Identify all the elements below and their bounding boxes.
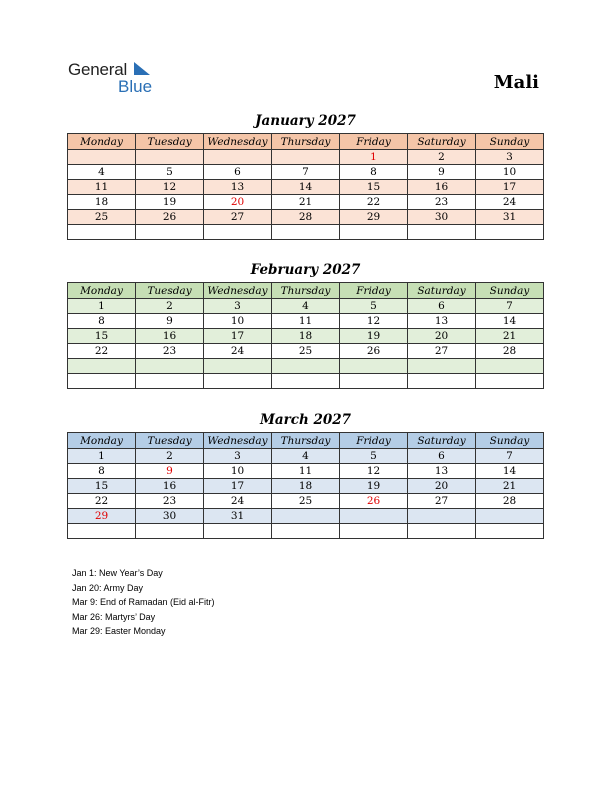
day-cell	[476, 524, 544, 539]
day-cell	[340, 359, 408, 374]
holiday-item: Jan 1: New Year’s Day	[72, 568, 163, 578]
day-cell: 26	[340, 344, 408, 359]
day-cell: 23	[408, 195, 476, 210]
week-row	[68, 165, 544, 180]
day-cell	[476, 225, 544, 240]
day-cell: 9	[136, 464, 204, 479]
day-cell: 2	[136, 449, 204, 464]
weekday-header-monday: Monday	[68, 433, 136, 449]
day-cell	[68, 150, 136, 165]
day-cell	[272, 524, 340, 539]
day-cell	[408, 509, 476, 524]
day-cell	[68, 524, 136, 539]
logo-text-general: General	[68, 60, 128, 79]
day-cell: 17	[204, 329, 272, 344]
day-cell: 21	[476, 479, 544, 494]
week-row	[68, 299, 544, 314]
day-cell: 7	[476, 299, 544, 314]
day-cell	[136, 524, 204, 539]
day-cell: 16	[136, 479, 204, 494]
holiday-item: Mar 29: Easter Monday	[72, 626, 166, 636]
weekday-header-thursday: Thursday	[272, 433, 340, 449]
day-cell: 28	[476, 494, 544, 509]
day-cell: 4	[272, 299, 340, 314]
day-cell: 7	[272, 165, 340, 180]
day-cell: 15	[68, 329, 136, 344]
day-cell: 1	[68, 449, 136, 464]
day-cell: 5	[340, 449, 408, 464]
day-cell: 12	[136, 180, 204, 195]
day-cell: 28	[272, 210, 340, 225]
day-cell: 6	[408, 299, 476, 314]
week-row	[68, 524, 544, 539]
week-row	[68, 329, 544, 344]
day-cell: 26	[136, 210, 204, 225]
weekday-header-thursday: Thursday	[272, 283, 340, 299]
day-cell	[340, 509, 408, 524]
day-cell: 10	[204, 464, 272, 479]
day-cell: 9	[408, 165, 476, 180]
weekday-header-saturday: Saturday	[408, 433, 476, 449]
holiday-item: Jan 20: Army Day	[72, 582, 144, 593]
weekday-header-tuesday: Tuesday	[136, 433, 204, 449]
weekday-header-sunday: Sunday	[476, 134, 544, 150]
weekday-header-wednesday: Wednesday	[204, 134, 272, 150]
day-cell	[272, 359, 340, 374]
logo-text-blue: Blue	[118, 77, 153, 96]
day-cell: 19	[340, 329, 408, 344]
day-cell: 12	[340, 464, 408, 479]
weekday-header-tuesday: Tuesday	[136, 134, 204, 150]
day-cell: 22	[340, 195, 408, 210]
day-cell: 24	[204, 494, 272, 509]
generalblue-logo	[68, 60, 158, 96]
week-row	[68, 314, 544, 329]
holiday-item: Mar 9: End of Ramadan (Eid al-Fitr)	[72, 597, 215, 607]
day-cell: 7	[476, 449, 544, 464]
day-cell: 30	[408, 210, 476, 225]
day-cell: 15	[68, 479, 136, 494]
day-cell: 11	[272, 314, 340, 329]
day-cell: 27	[408, 494, 476, 509]
day-cell: 23	[136, 494, 204, 509]
country-title: Mali	[493, 72, 539, 93]
day-cell: 18	[68, 195, 136, 210]
day-cell: 4	[68, 165, 136, 180]
week-row	[68, 210, 544, 225]
day-cell	[272, 374, 340, 389]
day-cell	[68, 225, 136, 240]
week-row	[68, 449, 544, 464]
day-cell: 2	[408, 150, 476, 165]
day-cell: 22	[68, 344, 136, 359]
day-cell	[136, 359, 204, 374]
calendar-february	[67, 282, 544, 389]
day-cell: 14	[272, 180, 340, 195]
day-cell	[476, 359, 544, 374]
day-cell: 3	[204, 449, 272, 464]
week-row	[68, 180, 544, 195]
day-cell: 6	[408, 449, 476, 464]
day-cell: 10	[204, 314, 272, 329]
day-cell	[204, 150, 272, 165]
day-cell: 17	[204, 479, 272, 494]
day-cell: 14	[476, 464, 544, 479]
day-cell: 18	[272, 329, 340, 344]
day-cell	[408, 225, 476, 240]
week-row	[68, 464, 544, 479]
day-cell: 4	[272, 449, 340, 464]
day-cell: 23	[136, 344, 204, 359]
week-row	[68, 359, 544, 374]
day-cell	[204, 374, 272, 389]
day-cell: 27	[204, 210, 272, 225]
day-cell: 3	[204, 299, 272, 314]
weekday-header-friday: Friday	[340, 283, 408, 299]
week-row	[68, 225, 544, 240]
weekday-header-monday: Monday	[68, 134, 136, 150]
holiday-item: Mar 26: Martyrs’ Day	[72, 611, 156, 622]
day-cell	[476, 374, 544, 389]
weekday-header-friday: Friday	[340, 433, 408, 449]
day-cell: 21	[272, 195, 340, 210]
day-cell	[136, 150, 204, 165]
weekday-header-tuesday: Tuesday	[136, 283, 204, 299]
day-cell: 29	[68, 509, 136, 524]
day-cell: 13	[408, 464, 476, 479]
day-cell	[340, 524, 408, 539]
day-cell: 24	[204, 344, 272, 359]
day-cell: 13	[204, 180, 272, 195]
weekday-header-wednesday: Wednesday	[204, 283, 272, 299]
holiday-list	[72, 566, 215, 639]
day-cell	[272, 509, 340, 524]
day-cell: 19	[136, 195, 204, 210]
day-cell: 26	[340, 494, 408, 509]
day-cell: 22	[68, 494, 136, 509]
day-cell: 5	[136, 165, 204, 180]
day-cell: 16	[408, 180, 476, 195]
logo-triangle-icon	[134, 62, 154, 78]
day-cell	[408, 359, 476, 374]
week-row	[68, 509, 544, 524]
day-cell: 28	[476, 344, 544, 359]
day-cell: 8	[68, 464, 136, 479]
day-cell: 6	[204, 165, 272, 180]
day-cell	[136, 374, 204, 389]
day-cell: 2	[136, 299, 204, 314]
day-cell	[408, 524, 476, 539]
day-cell: 20	[204, 195, 272, 210]
weekday-header-saturday: Saturday	[408, 283, 476, 299]
day-cell: 25	[272, 494, 340, 509]
day-cell: 31	[204, 509, 272, 524]
calendar-january	[67, 133, 544, 240]
weekday-header-sunday: Sunday	[476, 433, 544, 449]
day-cell: 19	[340, 479, 408, 494]
week-row	[68, 195, 544, 210]
day-cell: 11	[68, 180, 136, 195]
day-cell: 14	[476, 314, 544, 329]
day-cell	[204, 524, 272, 539]
day-cell	[68, 359, 136, 374]
weekday-header-monday: Monday	[68, 283, 136, 299]
day-cell: 27	[408, 344, 476, 359]
day-cell: 20	[408, 479, 476, 494]
day-cell: 13	[408, 314, 476, 329]
weekday-header-friday: Friday	[340, 134, 408, 150]
month-title-march: March 2027	[259, 412, 352, 428]
day-cell	[272, 150, 340, 165]
day-cell: 25	[272, 344, 340, 359]
weekday-header-thursday: Thursday	[272, 134, 340, 150]
week-row	[68, 374, 544, 389]
day-cell: 12	[340, 314, 408, 329]
day-cell: 1	[340, 150, 408, 165]
day-cell: 5	[340, 299, 408, 314]
day-cell: 10	[476, 165, 544, 180]
day-cell: 21	[476, 329, 544, 344]
day-cell: 15	[340, 180, 408, 195]
day-cell: 3	[476, 150, 544, 165]
weekday-header-wednesday: Wednesday	[204, 433, 272, 449]
day-cell: 24	[476, 195, 544, 210]
day-cell	[408, 374, 476, 389]
weekday-header-row	[68, 283, 544, 299]
day-cell: 8	[340, 165, 408, 180]
month-title-february: February 2027	[250, 262, 361, 278]
calendar-march	[67, 432, 544, 539]
day-cell: 17	[476, 180, 544, 195]
week-row	[68, 150, 544, 165]
week-row	[68, 479, 544, 494]
day-cell: 11	[272, 464, 340, 479]
day-cell: 30	[136, 509, 204, 524]
day-cell	[204, 359, 272, 374]
day-cell	[340, 225, 408, 240]
day-cell	[340, 374, 408, 389]
day-cell: 18	[272, 479, 340, 494]
day-cell: 9	[136, 314, 204, 329]
weekday-header-saturday: Saturday	[408, 134, 476, 150]
day-cell	[136, 225, 204, 240]
weekday-header-row	[68, 433, 544, 449]
day-cell: 31	[476, 210, 544, 225]
day-cell	[68, 374, 136, 389]
weekday-header-row	[68, 134, 544, 150]
day-cell	[272, 225, 340, 240]
day-cell: 16	[136, 329, 204, 344]
weekday-header-sunday: Sunday	[476, 283, 544, 299]
day-cell: 8	[68, 314, 136, 329]
week-row	[68, 494, 544, 509]
month-title-january: January 2027	[255, 113, 356, 129]
week-row	[68, 344, 544, 359]
day-cell: 1	[68, 299, 136, 314]
day-cell: 29	[340, 210, 408, 225]
day-cell	[204, 225, 272, 240]
day-cell: 20	[408, 329, 476, 344]
day-cell	[476, 509, 544, 524]
day-cell: 25	[68, 210, 136, 225]
